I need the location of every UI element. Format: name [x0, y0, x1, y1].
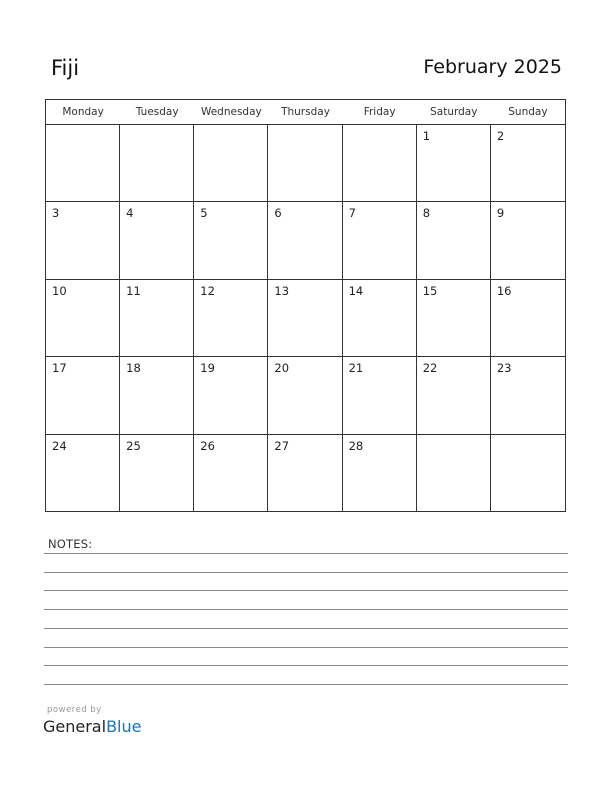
weekday-tuesday: Tuesday	[135, 106, 179, 118]
calendar-grid	[45, 99, 566, 512]
day-cell	[46, 202, 120, 278]
day-number: 3	[52, 206, 60, 221]
weeks-container	[46, 125, 565, 512]
day-cell	[417, 435, 491, 512]
day-cell	[491, 435, 565, 512]
day-number: 8	[422, 206, 431, 221]
day-cell	[120, 435, 194, 512]
week-row	[46, 435, 565, 512]
note-line	[44, 572, 568, 573]
powered-by-text: powered by	[47, 705, 102, 715]
week-row	[46, 357, 565, 434]
day-number: 6	[274, 206, 282, 221]
day-number: 28	[348, 438, 364, 453]
weekday-sunday: Sunday	[508, 106, 548, 118]
weekday-wednesday: Wednesday	[200, 106, 262, 118]
note-line	[44, 684, 568, 685]
day-number: 1	[422, 129, 431, 143]
note-line	[44, 647, 568, 648]
day-number: 19	[200, 361, 215, 376]
day-number: 25	[126, 438, 141, 453]
day-number: 9	[496, 206, 505, 221]
weekday-saturday: Saturday	[430, 106, 478, 118]
day-cell	[120, 280, 194, 356]
day-cell	[491, 280, 565, 356]
day-cell	[491, 357, 565, 433]
day-cell	[491, 125, 565, 201]
week-row	[46, 202, 565, 279]
day-cell	[194, 125, 268, 201]
day-cell	[194, 357, 268, 433]
day-number: 17	[52, 361, 67, 376]
day-cell	[194, 202, 268, 278]
day-number: 16	[496, 283, 512, 298]
week-row	[46, 125, 565, 202]
note-line	[44, 628, 568, 629]
day-number: 23	[496, 361, 512, 376]
day-number: 26	[200, 438, 215, 453]
day-number: 20	[274, 361, 290, 376]
day-cell	[120, 357, 194, 433]
day-number: 11	[126, 283, 141, 298]
day-cell	[46, 280, 120, 356]
weekday-friday: Friday	[363, 106, 396, 118]
day-number: 4	[126, 206, 134, 221]
day-cell	[120, 202, 194, 278]
day-cell	[343, 125, 417, 201]
day-cell	[46, 125, 120, 201]
day-number: 27	[274, 438, 290, 453]
day-cell	[491, 202, 565, 278]
brand-part-general: General	[43, 717, 107, 736]
day-cell	[268, 435, 342, 512]
day-number: 22	[422, 361, 438, 376]
day-cell	[417, 280, 491, 356]
weekday-thursday: Thursday	[281, 106, 330, 118]
day-number: 15	[422, 283, 438, 298]
day-cell	[343, 435, 417, 512]
day-number: 5	[200, 206, 208, 221]
day-cell	[343, 357, 417, 433]
brand-logo	[43, 717, 141, 736]
month-year-title: February 2025	[423, 56, 562, 78]
day-number: 12	[200, 283, 215, 298]
day-cell	[343, 202, 417, 278]
day-cell	[268, 125, 342, 201]
day-cell	[46, 357, 120, 433]
note-line	[44, 609, 568, 610]
day-number: 10	[52, 283, 67, 298]
note-line	[44, 553, 568, 554]
weekday-header-row	[46, 100, 565, 125]
day-cell	[46, 435, 120, 512]
country-title: Fiji	[51, 56, 80, 80]
weekday-monday: Monday	[62, 106, 104, 118]
notes-label: NOTES:	[48, 537, 93, 551]
day-number: 24	[52, 438, 67, 453]
day-cell	[417, 357, 491, 433]
day-cell	[194, 280, 268, 356]
day-number: 18	[126, 361, 141, 376]
note-line	[44, 590, 568, 591]
day-cell	[417, 202, 491, 278]
day-cell	[120, 125, 194, 201]
day-number: 21	[348, 361, 364, 376]
day-cell	[343, 280, 417, 356]
day-cell	[268, 357, 342, 433]
day-cell	[268, 280, 342, 356]
day-cell	[268, 202, 342, 278]
day-cell	[194, 435, 268, 512]
day-cell	[417, 125, 491, 201]
day-number: 2	[496, 129, 505, 143]
day-number: 7	[348, 206, 356, 221]
note-line	[44, 665, 568, 666]
day-number: 14	[348, 283, 364, 298]
brand-part-blue: Blue	[106, 717, 142, 736]
week-row	[46, 280, 565, 357]
day-number: 13	[274, 283, 290, 298]
